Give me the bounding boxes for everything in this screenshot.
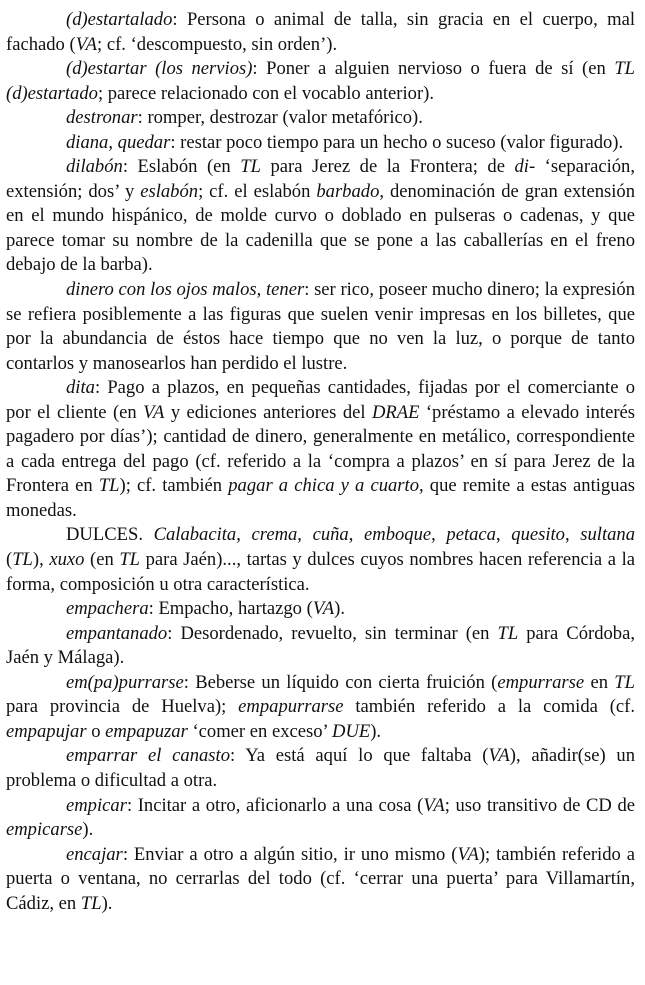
entry-headword: empantanado xyxy=(66,622,168,644)
entry-text: ( xyxy=(6,549,13,571)
dictionary-entry xyxy=(6,523,635,597)
entry-text: , xyxy=(236,524,252,546)
dictionary-entry xyxy=(6,155,635,278)
dictionary-entry xyxy=(6,843,635,917)
entry-text: (en xyxy=(84,549,120,571)
dictionary-entry xyxy=(6,278,635,376)
entry-text: : Incitar a otro, aficionarlo a una cosa ( xyxy=(126,794,424,816)
entry-text: : restar poco tiempo para un hecho o suceso (valor figurado). xyxy=(170,131,624,153)
italic-term: barbado xyxy=(316,180,380,202)
entry-text: : ser rico, poseer mucho dinero; la expresión se refiera posiblemente a las figuras que suelen venir impresas en los billetes, que por la abundancia de éstos hace tiempo que no ven la luz, o porque de tanto contarlos y manosearlos han perdido el lustre. xyxy=(6,279,636,374)
entry-text: : Beberse un líquido con cierta fruición ( xyxy=(183,671,498,693)
dictionary-entry xyxy=(6,597,635,622)
entry-text: : Eslabón (en xyxy=(122,156,241,178)
italic-term: VA xyxy=(312,598,335,620)
italic-term: quedar xyxy=(117,131,171,153)
entry-text: , xyxy=(256,279,266,301)
entry-text: para Jerez de la Frontera; de xyxy=(260,156,515,178)
entry-text: ), añadir(se) un problema o dificultad a otra. xyxy=(6,745,636,791)
entry-headword: em(pa)purrarse xyxy=(66,671,184,693)
entry-text: : romper, destrozar (valor metafórico). xyxy=(137,107,423,129)
dictionary-entry xyxy=(6,8,635,57)
italic-term: eslabón xyxy=(140,180,199,202)
entry-text: , xyxy=(108,131,118,153)
dictionary-entry xyxy=(6,106,635,131)
dictionary-entry xyxy=(6,671,635,745)
entry-text: : Poner a alguien nervioso o fuera de sí (en xyxy=(252,58,615,80)
entry-text: ). xyxy=(101,892,113,914)
entry-headword: empicar xyxy=(66,794,127,816)
italic-term: VA xyxy=(488,745,510,767)
entry-text: , xyxy=(564,524,581,546)
italic-term: TL xyxy=(12,549,33,571)
italic-term: emboque xyxy=(364,524,432,546)
italic-term: Calabacita xyxy=(153,524,237,546)
italic-term: TL xyxy=(98,475,120,497)
italic-term: VA xyxy=(75,33,98,55)
italic-term: petaca xyxy=(446,524,496,546)
dictionary-entry xyxy=(6,622,635,671)
entry-text: también referido a la comida (cf. xyxy=(343,696,636,718)
entry-text: ). xyxy=(82,819,94,841)
italic-term: TL xyxy=(614,671,635,693)
entry-headword: dinero con los ojos malos xyxy=(66,279,257,301)
entry-text: para Córdoba, Jaén y Málaga). xyxy=(6,622,635,669)
entry-text: ); cf. también xyxy=(119,475,229,497)
italic-term: di- xyxy=(514,156,536,178)
entry-text: o xyxy=(86,720,106,742)
entry-headword: encajar xyxy=(66,843,123,865)
italic-term: DRAE xyxy=(371,401,420,423)
entry-text: , xyxy=(431,524,447,546)
italic-term: pagar a chica y a cuarto xyxy=(228,475,419,497)
italic-term: TL xyxy=(497,622,519,644)
entry-text: ‘préstamo a elevado interés pagadero por días’); cantidad de dinero, generalmente en metálico, correspondiente a cada entrega del pago (cf. referido a la ‘compra a plazos’ en sí para Jerez de la Frontera en xyxy=(6,401,636,497)
italic-term: VA xyxy=(423,794,445,816)
entry-headword: dita xyxy=(66,377,95,399)
italic-term: sultana xyxy=(580,524,636,546)
italic-term: TL xyxy=(614,58,635,80)
entry-text: : Empacho, hartazgo ( xyxy=(148,598,313,620)
entry-headword: (d)estartalado xyxy=(66,9,173,30)
entry-text: , xyxy=(348,524,365,546)
entry-text: ; cf. el eslabón xyxy=(198,180,317,202)
italic-term: empurrarse xyxy=(497,671,585,693)
italic-term: TL xyxy=(119,549,141,571)
entry-text: para Jaén)..., tartas y dulces cuyos nombres hacen referencia a la forma, composición u otra característica. xyxy=(6,549,635,595)
entry-text: : Enviar a otro a algún sitio, ir uno mismo ( xyxy=(122,843,458,865)
entry-headword: diana xyxy=(66,131,109,153)
entry-headword: (d)estartar (los nervios) xyxy=(66,58,253,80)
italic-term: TL xyxy=(240,156,261,178)
italic-term: tener xyxy=(265,279,305,301)
entry-text: en xyxy=(584,671,615,693)
entry-text: ; uso transitivo de CD de xyxy=(444,794,635,816)
entry-text: DULCES. xyxy=(66,524,154,546)
dictionary-entry xyxy=(6,131,635,156)
italic-term: VA xyxy=(143,401,165,423)
italic-term: cuña xyxy=(312,524,349,546)
dictionary-entry xyxy=(6,376,635,523)
dictionary-entry xyxy=(6,794,635,843)
entry-text: , xyxy=(297,524,313,546)
entry-text: ). xyxy=(334,598,345,620)
entry-text: ; cf. ‘descompuesto, sin orden’). xyxy=(97,33,338,55)
entry-headword: dilabón xyxy=(66,156,123,178)
entry-text: ), xyxy=(32,549,50,571)
entry-text: , que remite a estas antiguas monedas. xyxy=(6,475,636,521)
entry-text: : Persona o animal de talla, sin gracia en el cuerpo, mal fachado ( xyxy=(6,9,635,55)
entry-text: ; parece relacionado con el vocablo anterior). xyxy=(97,82,434,104)
italic-term: empapuzar xyxy=(105,720,188,742)
dictionary-entry xyxy=(6,57,635,106)
entry-headword: destronar xyxy=(66,107,138,129)
italic-term: empicarse xyxy=(6,819,83,841)
entry-text: , xyxy=(495,524,512,546)
entry-text: ‘separación, extensión; dos’ y xyxy=(6,156,636,202)
entry-text: : Pago a plazos, en pequeñas cantidades, fijadas por el comerciante o por el cliente (en xyxy=(6,377,635,423)
italic-term: empapurrarse xyxy=(238,696,344,718)
italic-term: crema xyxy=(251,524,298,546)
entry-text: ). xyxy=(370,720,382,742)
entry-text: ); también referido a puerta o ventana, no cerrarlas del todo (cf. ‘cerrar una puerta’ para Villamartín, Cádiz, en xyxy=(6,843,635,914)
entry-headword: emparrar el canasto xyxy=(66,745,231,767)
entry-text: : Desordenado, revuelto, sin terminar (en xyxy=(167,622,498,644)
italic-term: xuxo xyxy=(49,549,85,571)
italic-term: quesito xyxy=(511,524,565,546)
italic-term: (d)estartado xyxy=(6,82,98,104)
italic-term: VA xyxy=(457,843,479,865)
entry-headword: empachera xyxy=(66,598,149,620)
italic-term: TL xyxy=(80,892,102,914)
entry-text: y ediciones anteriores del xyxy=(164,401,372,423)
entry-text: : Ya está aquí lo que faltaba ( xyxy=(230,745,489,767)
entry-text: para provincia de Huelva); xyxy=(6,696,239,718)
entry-text: ‘comer en exceso’ xyxy=(187,720,333,742)
italic-term: empapujar xyxy=(6,720,87,742)
dictionary-entry xyxy=(6,744,635,793)
entry-text: , denominación de gran extensión en el mundo hispánico, de molde curvo o doblado en pulseras o cadenas, y que parece tomar su nombre de la cadenilla que se pone a las caballerías en el freno debajo de la barba). xyxy=(6,180,635,276)
italic-term: DUE xyxy=(332,720,371,742)
